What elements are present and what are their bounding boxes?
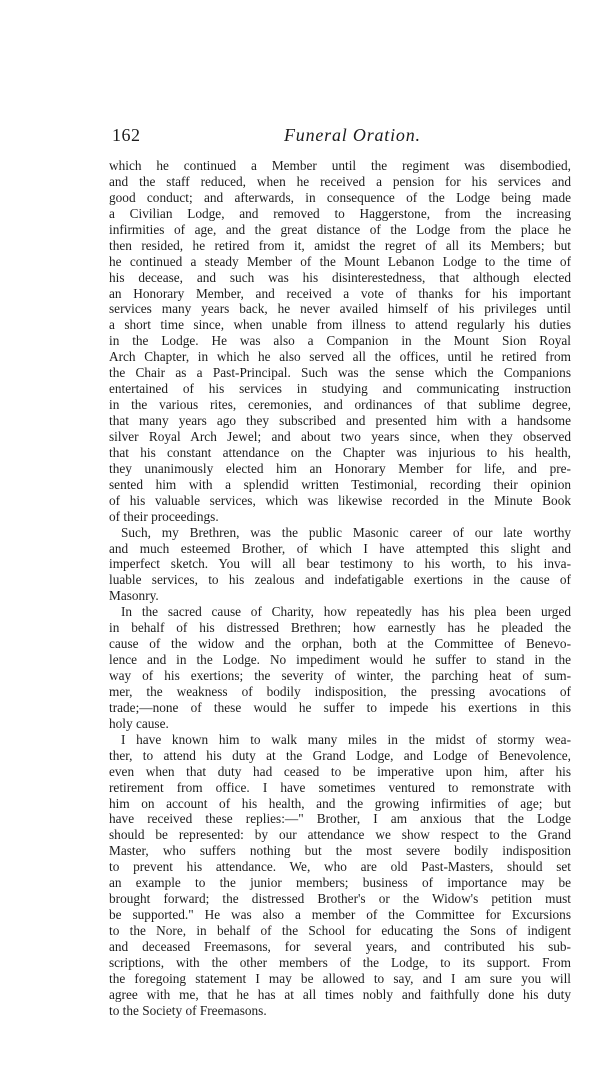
text-line: sented him with a splendid written Testimonial, recording their opinion xyxy=(109,476,571,492)
text-line: and much esteemed Brother, of which I have attempted this slight and xyxy=(109,540,571,556)
text-line: in behalf of his distressed Brethren; how earnestly has he pleaded the xyxy=(109,620,571,636)
text-line: that his constant attendance on the Chapter was injurious to his health, xyxy=(109,444,571,460)
body-text xyxy=(109,158,571,1019)
text-line: a Civilian Lodge, and removed to Haggerstone, from the increasing xyxy=(109,205,571,221)
text-line: in the Lodge. He was also a Companion in the Mount Sion Royal xyxy=(109,333,571,349)
text-line: services many years back, he never availed himself of his privileges until xyxy=(109,301,571,317)
text-line: his decease, and such was his disinterestedness, that although elected xyxy=(109,269,571,285)
text-line: infirmities of age, and the great distance of the Lodge from the place he xyxy=(109,221,571,237)
text-line: Such, my Brethren, was the public Masonic career of our late worthy xyxy=(121,524,571,540)
text-line: an Honorary Member, and received a vote of thanks for his important xyxy=(109,285,571,301)
text-line: to prevent his attendance. We, who are old Past-Masters, should set xyxy=(109,859,571,875)
text-line: in the various rites, ceremonies, and ordinances of that sublime degree, xyxy=(109,397,571,413)
text-line: they unanimously elected him an Honorary Member for life, and pre- xyxy=(109,460,571,476)
text-line: he continued a steady Member of the Mount Lebanon Lodge to the time of xyxy=(109,253,571,269)
text-line: be supported." He was also a member of the Committee for Excursions xyxy=(109,907,571,923)
text-line: entertained of his services in studying and communicating instruction xyxy=(109,381,571,397)
text-line: trade;—none of these would he suffer to impede his exertions in this xyxy=(109,699,571,715)
text-line: imperfect sketch. You will all bear testimony to his worth, to his inva- xyxy=(109,556,571,572)
text-line: scriptions, with the other members of the Lodge, to its support. From xyxy=(109,954,571,970)
text-line: In the sacred cause of Charity, how repeatedly has his plea been urged xyxy=(121,604,571,620)
text-line: good conduct; and afterwards, in consequence of the Lodge being made xyxy=(109,189,571,205)
text-line: an example to the junior members; business of importance may be xyxy=(109,875,571,891)
text-line: him on account of his health, and the growing infirmities of age; but xyxy=(109,795,571,811)
text-line: and the staff reduced, when he received a pension for his services and xyxy=(109,173,571,189)
text-line: of their proceedings. xyxy=(109,508,219,524)
page-header xyxy=(0,0,598,160)
text-line: agree with me, that he has at all times nobly and faithfully done his duty xyxy=(109,986,571,1002)
text-line: I have known him to walk many miles in the midst of stormy wea- xyxy=(121,731,571,747)
text-line: should be represented: by our attendance we show respect to the Grand xyxy=(109,827,571,843)
text-line: the foregoing statement I may be allowed to say, and I am sure you will xyxy=(109,970,571,986)
text-line: silver Royal Arch Jewel; and about two years since, when they observed xyxy=(109,428,571,444)
text-line: Master, who suffers nothing but the most severe bodily indisposition xyxy=(109,843,571,859)
page-number: 162 xyxy=(112,125,141,145)
text-line: way of his exertions; the severity of winter, the parching heat of sum- xyxy=(109,668,571,683)
text-line: holy cause. xyxy=(109,715,169,731)
text-line: lence and in the Lodge. No impediment would he suffer to stand in the xyxy=(109,652,571,668)
text-line: which he continued a Member until the regiment was disembodied, xyxy=(109,158,571,173)
text-line: mer, the weakness of bodily indisposition, the pressing avocations of xyxy=(109,683,571,699)
text-line: Masonry. xyxy=(109,588,159,604)
text-line: of his valuable services, which was likewise recorded in the Minute Book xyxy=(109,492,571,508)
text-line: the Chair as a Past-Principal. Such was the sense which the Companions xyxy=(109,365,571,381)
text-line: cause of the widow and the orphan, both at the Committee of Benevo- xyxy=(109,636,571,652)
text-line: even when that duty had ceased to be imperative upon him, after his xyxy=(109,763,571,779)
text-line: a short time since, when unable from illness to attend regularly his duties xyxy=(109,317,571,333)
text-line: that many years ago they subscribed and presented him with a handsome xyxy=(109,413,571,428)
text-line: and deceased Freemasons, for several years, and contributed his sub- xyxy=(109,938,571,954)
text-line: brought forward; the distressed Brother's or the Widow's petition must xyxy=(109,891,571,907)
text-line: Arch Chapter, in which he also served all the offices, until he retired from xyxy=(109,349,571,365)
text-line: then resided, he retired from it, amidst the regret of all its Members; but xyxy=(109,237,571,253)
text-line: ther, to attend his duty at the Grand Lodge, and Lodge of Benevolence, xyxy=(109,747,571,763)
text-line: have received these replies:—" Brother, I am anxious that the Lodge xyxy=(109,811,571,827)
text-line: to the Society of Freemasons. xyxy=(109,1002,267,1018)
text-line: luable services, to his zealous and indefatigable exertions in the cause of xyxy=(109,572,571,588)
running-title: Funeral Oration. xyxy=(284,125,421,145)
text-line: to the Nore, in behalf of the School for educating the Sons of indigent xyxy=(109,923,571,938)
text-line: retirement from office. I have sometimes ventured to remonstrate with xyxy=(109,779,571,795)
